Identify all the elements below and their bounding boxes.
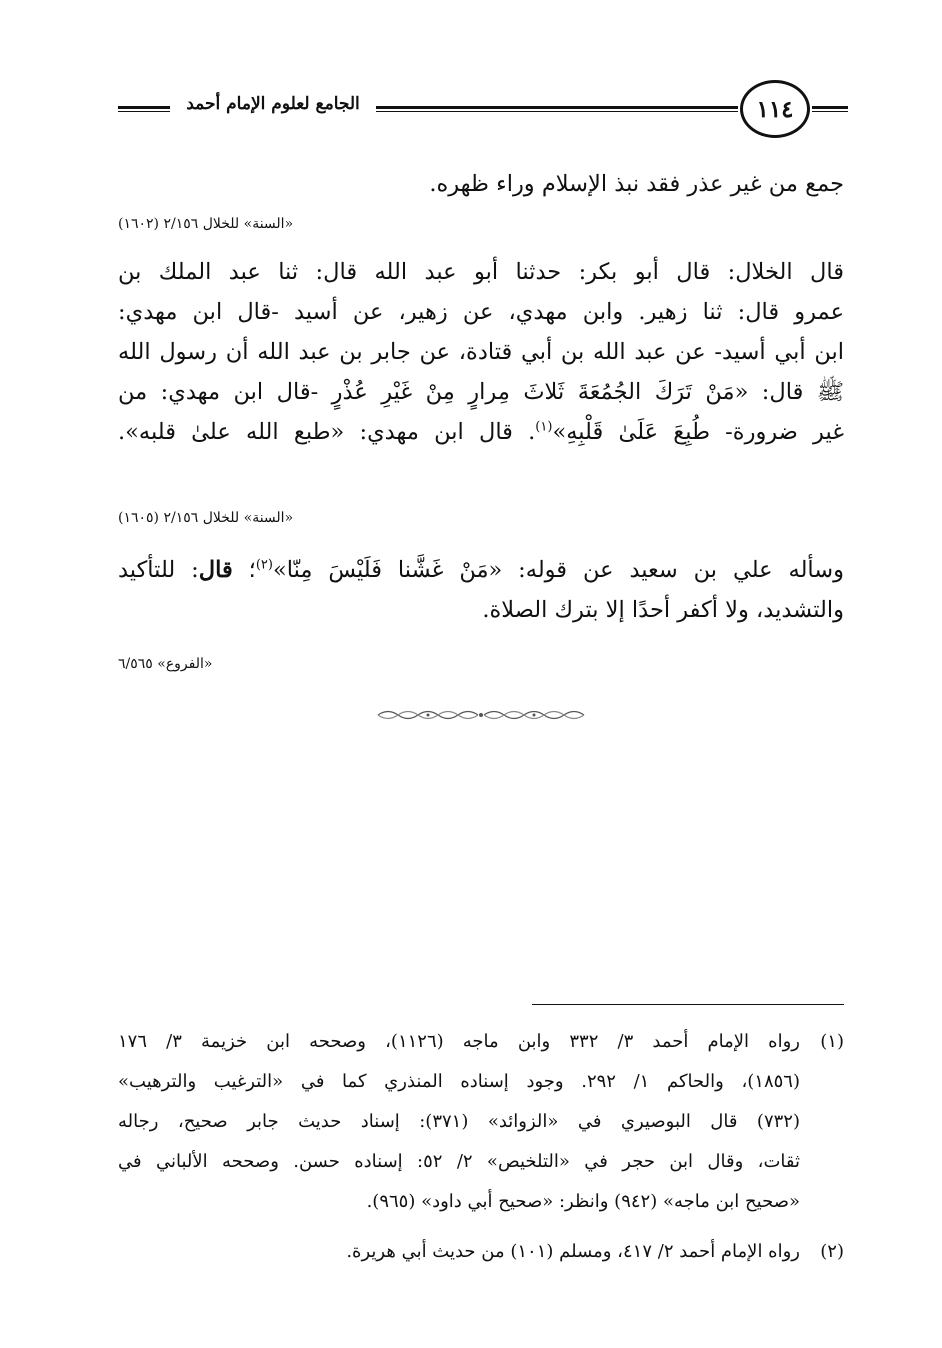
footnote-separator bbox=[532, 1004, 844, 1005]
footnote-line: (٧٣٢) قال البوصيري في «الزوائد» (٣٧١): إسناد حديث جابر صحيح، رجاله bbox=[118, 1111, 800, 1132]
text-segment: وسأله علي بن سعيد عن قوله: «مَنْ غَشَّنا فَلَيْسَ مِنّا» bbox=[272, 557, 845, 583]
footnote-line: رواه الإمام أحمد ٢/ ٤١٧، ومسلم (١٠١) من حديث أبي هريرة. bbox=[346, 1241, 800, 1262]
hadith-text: غير ضرورة- طُبِعَ عَلَىٰ قَلْبِهِ» bbox=[552, 419, 845, 445]
footnote-line: ثقات، وقال ابن حجر في «التلخيص» ٢/ ٥٢: إسناده حسن. وصححه الألباني في bbox=[118, 1151, 800, 1172]
text-line: ابن أبي أسيد- عن عبد الله بن أبي قتادة، عن جابر بن عبد الله أن رسول الله bbox=[118, 339, 844, 365]
paragraph-3 bbox=[118, 550, 844, 630]
footnote-number: (٢) bbox=[820, 1241, 844, 1262]
footnote-2 bbox=[118, 1232, 844, 1272]
footnote-line: (١٨٥٦)، والحاكم ١/ ٢٩٢. وجود إسناده المنذري كما في «الترغيب والترهيب» bbox=[118, 1071, 800, 1092]
page-number: ١١٤ bbox=[756, 95, 794, 123]
text-line: والتشديد، ولا أكفر أحدًا إلا بترك الصلاة. bbox=[482, 597, 844, 623]
page-header bbox=[118, 80, 848, 140]
footnote-line: رواه الإمام أحمد ٣/ ٣٣٢ وابن ماجه (١١٢٦)، وصححه ابن خزيمة ٣/ ١٧٦ bbox=[118, 1031, 800, 1052]
source-citation-1: «السنة» للخلال ٢/١٥٦ (١٦٠٢) bbox=[118, 216, 294, 232]
text-line: عمرو قال: ثنا زهير. وابن مهدي، عن زهير، عن أسيد -قال ابن مهدي: bbox=[118, 299, 844, 325]
text-line: قال الخلال: قال أبو بكر: حدثنا أبو عبد الله قال: ثنا عبد الملك بن bbox=[118, 259, 844, 285]
text-segment: . قال ابن مهدي: «طبع الله علىٰ قلبه». bbox=[118, 419, 536, 445]
source-citation-2: «السنة» للخلال ٢/١٥٦ (١٦٠٥) bbox=[118, 510, 294, 526]
footnote-number: (١) bbox=[820, 1031, 844, 1052]
header-rule-right bbox=[812, 106, 848, 112]
header-rule-middle bbox=[376, 106, 738, 112]
footnote-ref-2[interactable]: (٢) bbox=[255, 557, 273, 573]
paragraph-2 bbox=[118, 252, 844, 452]
footnote-1 bbox=[118, 1022, 844, 1222]
header-rule-left bbox=[118, 106, 170, 112]
source-citation-3: «الفروع» ٦/٥٦٥ bbox=[118, 656, 213, 672]
text-bold: قال bbox=[198, 557, 233, 583]
text-line bbox=[118, 550, 844, 590]
footnote-line: «صحيح ابن ماجه» (٩٤٢) وانظر: «صحيح أبي داود» (٩٦٥). bbox=[366, 1191, 800, 1212]
text-segment: : للتأكيد bbox=[118, 557, 199, 583]
paragraph-1 bbox=[118, 164, 844, 204]
section-divider-ornament bbox=[376, 708, 586, 722]
text-segment: ؛ bbox=[232, 557, 256, 583]
page-number-badge bbox=[740, 80, 810, 138]
text-line: جمع من غير عذر فقد نبذ الإسلام وراء ظهره. bbox=[429, 171, 844, 197]
text-line bbox=[118, 412, 844, 452]
text-line: ﷺ قال: «مَنْ تَرَكَ الجُمُعَةَ ثَلاثَ مِرارٍ مِنْ غَيْرِ عُذْرٍ -قال ابن مهدي: من bbox=[118, 379, 844, 405]
running-title: الجامع لعلوم الإمام أحمد bbox=[186, 94, 360, 114]
footnote-ref-1[interactable]: (١) bbox=[535, 419, 553, 435]
